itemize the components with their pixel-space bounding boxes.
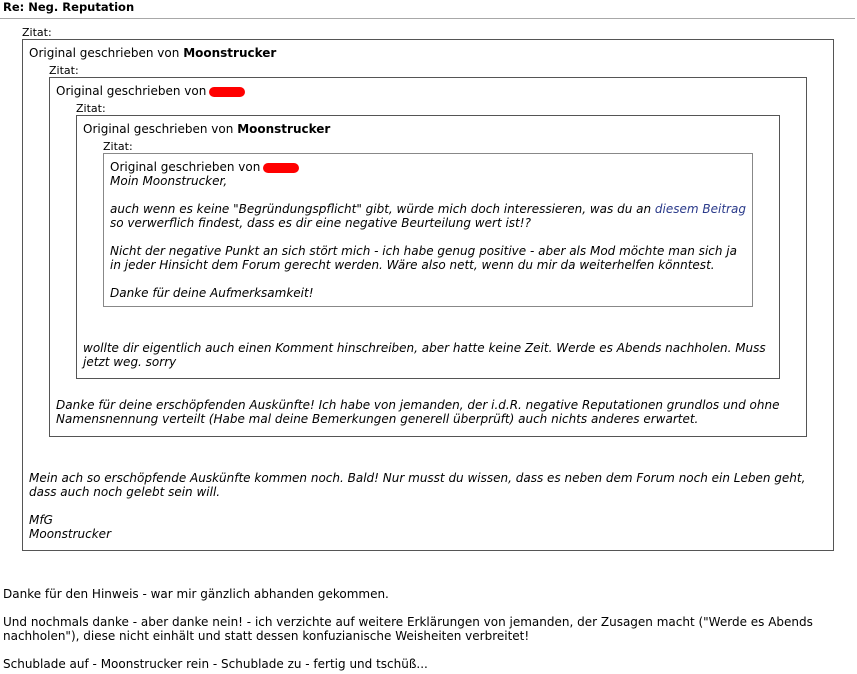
quote-reply-text: Danke für deine erschöpfenden Auskünfte! Ich habe von jemanden, der i.d.R. negative Reputationen grundlos und ohne Namensnennung verteilt (Habe mal deine Bemerkungen generell überprüft) auch nichts anderes erwartet.: [56, 398, 780, 426]
post-link[interactable]: diesem Beitrag: [654, 202, 746, 216]
redacted-username: [209, 87, 245, 97]
title-divider: [0, 18, 855, 19]
quote-reply-text: wollte dir eigentlich auch einen Komment hinschreiben, aber hatte keine Zeit. Werde es Abends nachholen. Muss jetzt weg. sorry: [83, 341, 766, 369]
quote-attribution: [83, 122, 773, 136]
written-by-text: Original geschrieben von: [56, 84, 207, 98]
quote-attribution: [110, 160, 746, 174]
quote-label: Zitat:: [22, 26, 52, 39]
quote-text: so verwerflich findest, dass es dir eine negative Beurteilung wert ist!?: [110, 216, 531, 230]
quote-level-1: [22, 27, 834, 551]
post-body: [3, 587, 853, 671]
body-paragraph: Und nochmals danke - aber danke nein! - ich verzichte auf weitere Erklärungen von jemanden, der Zusagen macht ("Werde es Abends nachholen"), diese nicht einhält und statt dessen konfuzianische Weisheiten verbreitet!: [3, 615, 813, 643]
signature-line: MfG: [29, 513, 53, 527]
quote-label: Zitat:: [103, 140, 133, 153]
quote-label: Zitat:: [76, 102, 106, 115]
quote-box-level-2: [49, 77, 807, 437]
written-by-text: Original geschrieben von: [83, 122, 234, 136]
quote-paragraph: [110, 202, 746, 230]
quote-box-level-3: [76, 115, 780, 379]
post-title: Re: Neg. Reputation: [3, 0, 135, 14]
redacted-username: [263, 163, 299, 173]
quote-text: auch wenn es keine "Begründungspflicht" gibt, würde mich doch interessieren, was du an: [110, 202, 652, 216]
quote-level-3: [76, 103, 780, 379]
quote-paragraph: Danke für deine Aufmerksamkeit!: [110, 286, 314, 300]
body-paragraph: Danke für den Hinweis - war mir gänzlich abhanden gekommen.: [3, 587, 389, 601]
quote-paragraph: Nicht der negative Punkt an sich stört mich - ich habe genug positive - aber als Mod möchte man sich ja in jeder Hinsicht dem Forum gerecht werden. Wäre also nett, wenn du mir da weiterhelfen könntest.: [110, 244, 737, 272]
written-by-text: Original geschrieben von: [110, 160, 261, 174]
written-by-text: Original geschrieben von: [29, 46, 180, 60]
quote-box-level-4: [103, 153, 753, 307]
quote-attribution: [56, 84, 800, 98]
body-paragraph: Schublade auf - Moonstrucker rein - Schublade zu - fertig und tschüß...: [3, 657, 428, 671]
quote-author[interactable]: Moonstrucker: [183, 46, 277, 60]
quote-box-level-1: [22, 39, 834, 551]
quote-level-4: [103, 141, 753, 307]
quote-label: Zitat:: [49, 64, 79, 77]
quote-author[interactable]: Moonstrucker: [237, 122, 331, 136]
quote-level-2: [49, 65, 807, 437]
quote-reply-text: Mein ach so erschöpfende Auskünfte kommen noch. Bald! Nur musst du wissen, dass es neben dem Forum noch ein Leben geht, dass auch noch gelebt sein will.: [29, 471, 806, 499]
quote-greeting: Moin Moonstrucker,: [110, 174, 228, 188]
quote-attribution: [29, 46, 827, 60]
signature-name: Moonstrucker: [29, 527, 112, 541]
